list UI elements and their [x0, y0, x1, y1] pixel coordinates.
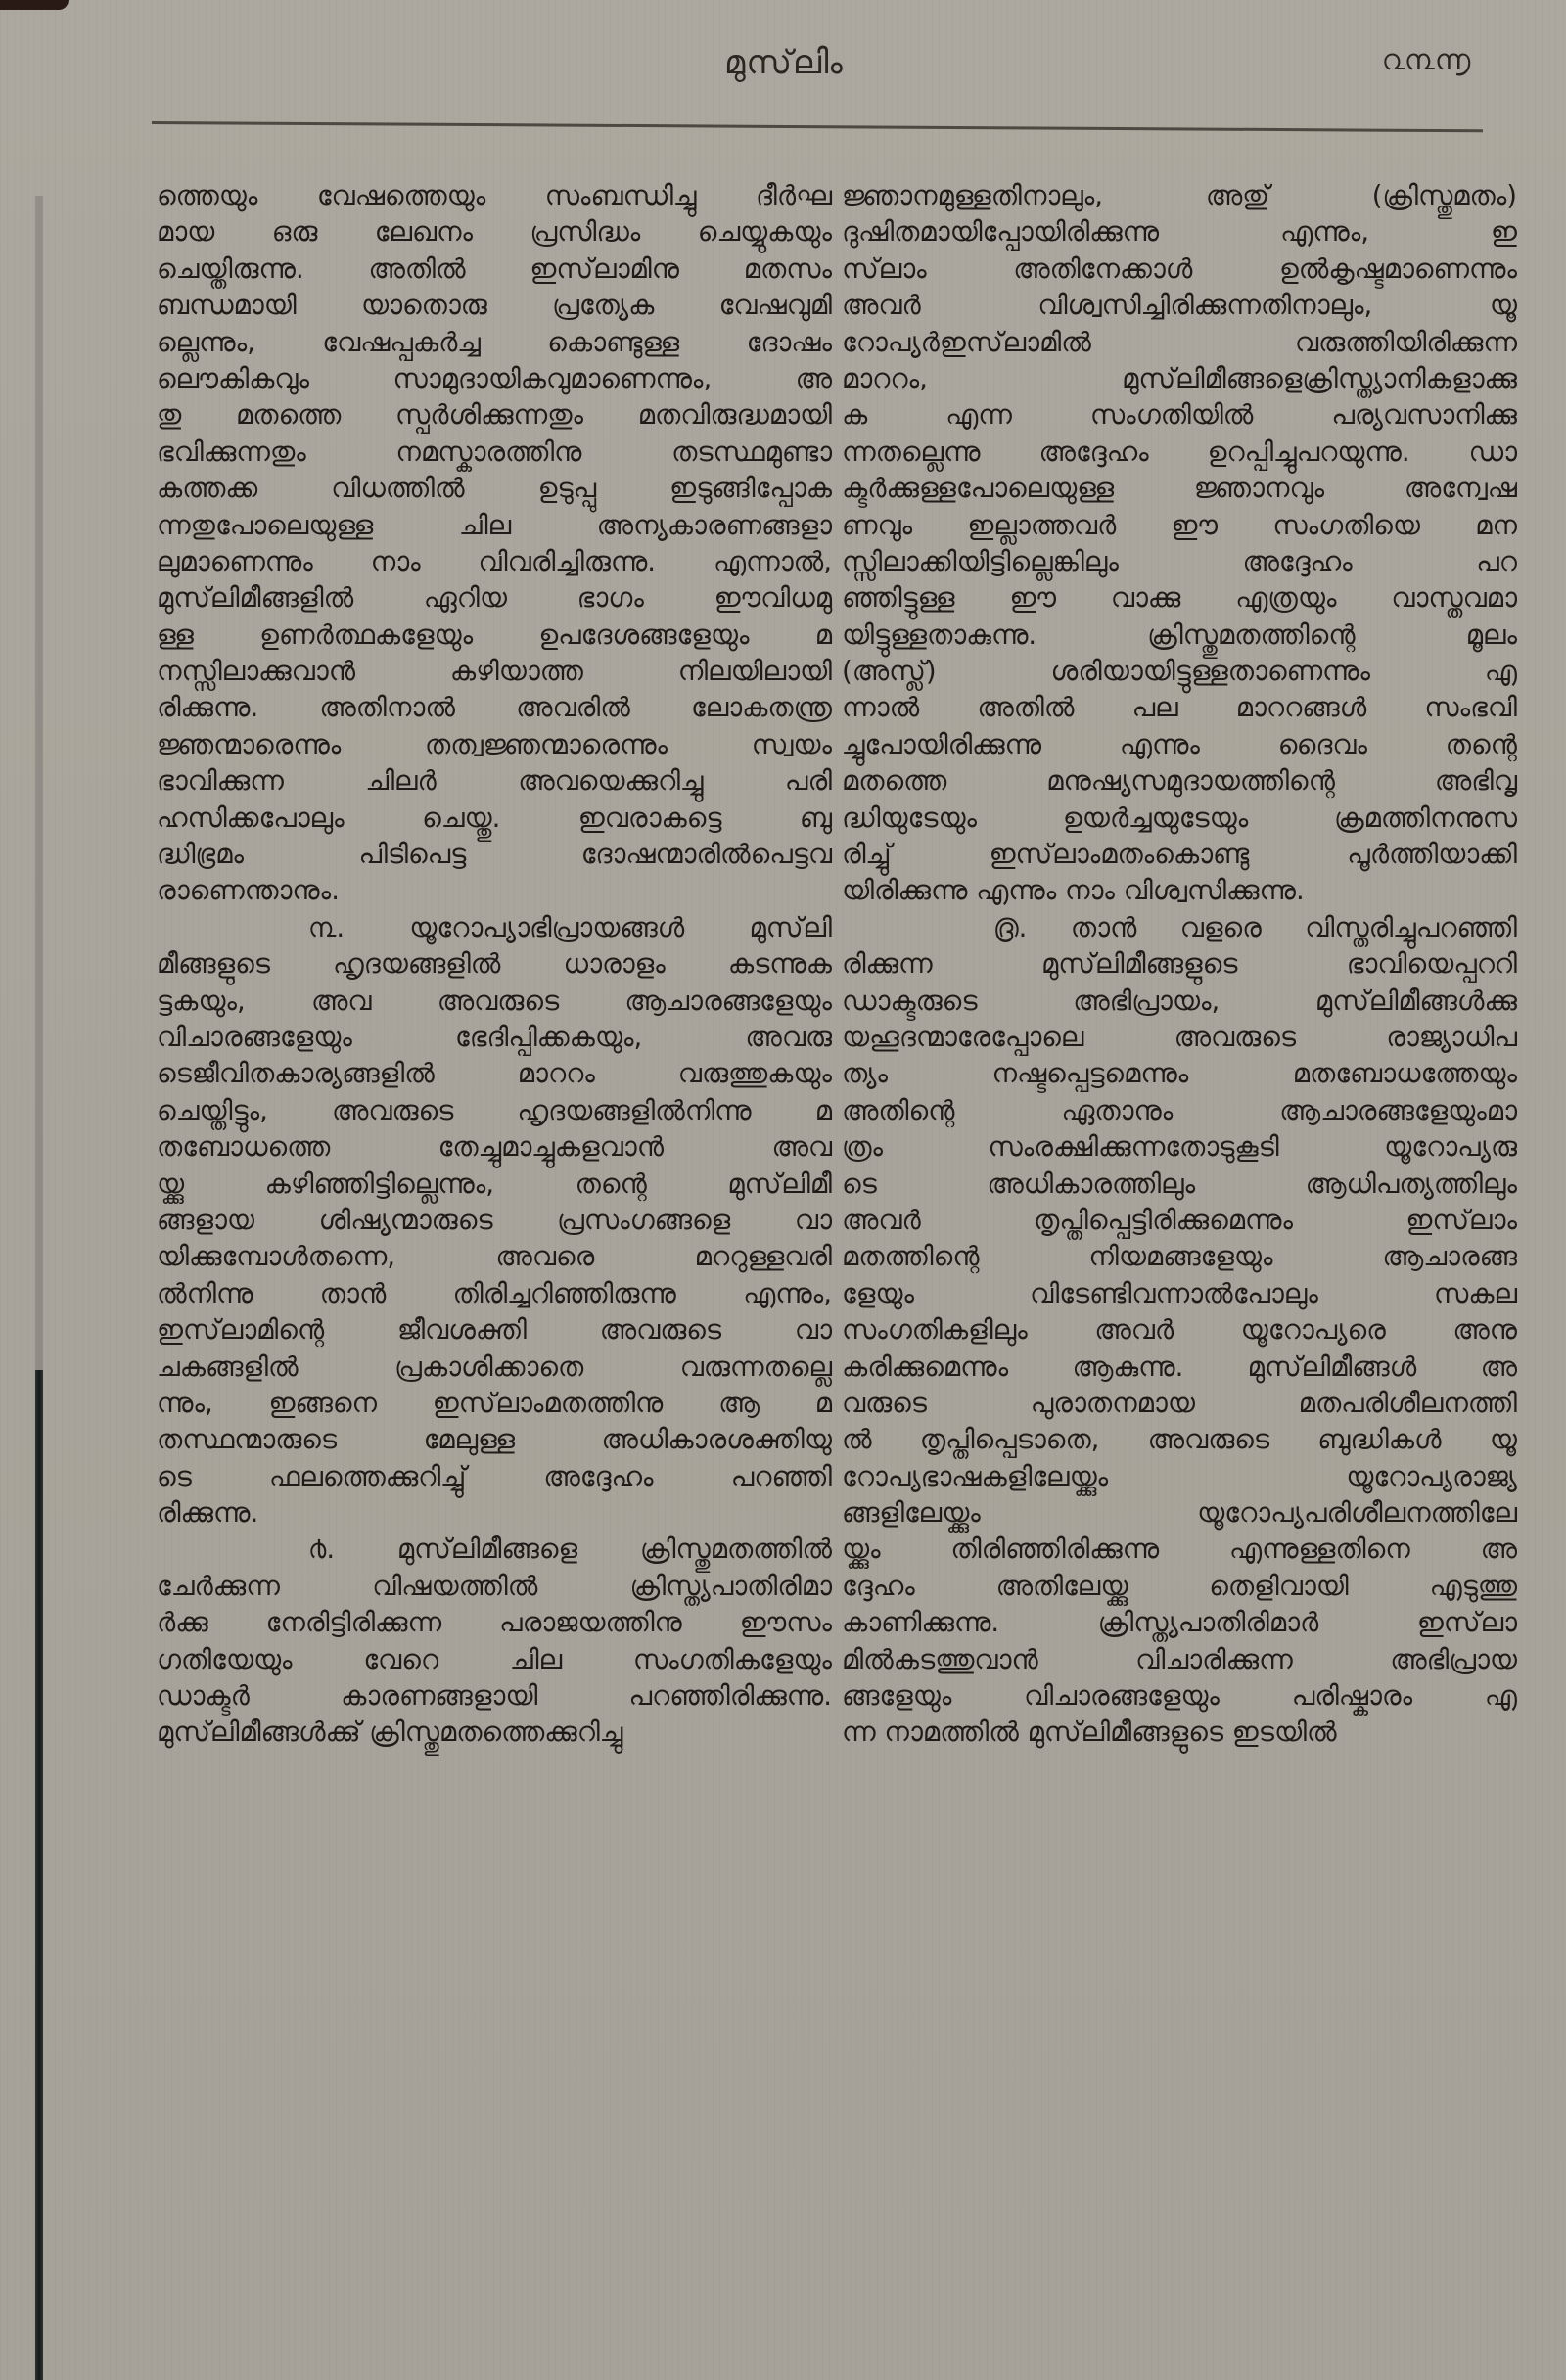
- text-line: യ്ക്കു കഴിഞ്ഞിട്ടില്ലെന്നും, തന്റെ മുസ്‌ലിമീ: [157, 1167, 832, 1200]
- page-number: ൨൩൬: [1382, 43, 1471, 77]
- text-line: തസ്ഥന്മാരുടെ മേലുള്ള അധികാരശക്തിയു: [157, 1424, 832, 1456]
- text-line: ജ്ഞന്മാരെന്നും തത്വജ്ഞന്മാരെന്നും സ്വയം: [157, 728, 832, 760]
- text-line: ടെ അധികാരത്തിലും ആധിപത്യത്തിലും: [842, 1167, 1517, 1200]
- text-line: ങ്ങളിലേയ്ക്കും യൂറോപ്യപരിശീലനത്തിലേ: [842, 1497, 1517, 1530]
- binding-line: [35, 1370, 43, 2380]
- text-line: ട്ടകയും, അവ അവരുടെ ആചാരങ്ങളേയും: [157, 984, 832, 1017]
- corner-shadow: [0, 0, 69, 10]
- text-line: ചേർക്കുന്ന വിഷയത്തിൽ ക്രിസ്ത്യപാതിരിമാ: [157, 1570, 832, 1602]
- text-line: അവർ തൃപ്തിപ്പെട്ടിരിക്കുമെന്നും ഇസ്‌ലാം: [842, 1204, 1517, 1236]
- text-line: ബന്ധമായി യാതൊരു പ്രത്യേക വേഷവുമി: [157, 290, 832, 322]
- text-line: യിക്കുമ്പോൾതന്നെ, അവരെ മററുള്ളവരി: [157, 1241, 832, 1273]
- text-line: തു മതത്തെ സ്പർശിക്കുന്നതും മതവിരുദ്ധമായി: [157, 399, 832, 432]
- text-line: മതത്തിന്റെ നിയമങ്ങളേയും ആചാരങ്ങ: [842, 1241, 1517, 1273]
- text-line: ജ്ഞാനമുള്ളതിനാലും, അതു് (ക്രിസ്തുമതം): [842, 180, 1517, 211]
- text-line: നസ്സിലാക്കുവാൻ കഴിയാത്ത നിലയിലായി: [157, 656, 832, 688]
- text-line: ൽ തൃപ്തിപ്പെടാതെ, അവരുടെ ബുദ്ധികൾ യൂ: [842, 1424, 1517, 1456]
- text-line: ന്നതുപോലെയുള്ള ചില അന്യകാരണങ്ങളാ: [157, 509, 832, 541]
- text-line: രിച്ചു് ഇസ്‌ലാംമതംകൊണ്ടു പൂർത്തിയാക്കി: [842, 839, 1517, 871]
- text-line: (അസ്ല്) ശരിയായിട്ടുള്ളതാണെന്നും എ: [842, 656, 1517, 688]
- text-line: തബോധത്തെ തേച്ചുമാച്ചുകളവാൻ അവ: [157, 1131, 832, 1164]
- text-line: ല്ലെന്നും, വേഷപ്പകർച്ച കൊണ്ടുള്ള ദോഷം: [157, 326, 832, 358]
- text-line: അതിന്റെ ഏതാനും ആചാരങ്ങളേയുംമാ: [842, 1094, 1517, 1126]
- running-head: [0, 43, 1566, 102]
- running-head-title: മുസ്‌ലിം: [724, 43, 844, 82]
- text-line: ർക്കു നേരിട്ടിരിക്കുന്ന പരാജയത്തിനു ഈസം: [157, 1607, 832, 1639]
- text-line: സ്‌ലാം അതിനേക്കാൾ ഉൽകൃഷ്ടമാണെന്നും: [842, 252, 1517, 285]
- text-line: ഗതിയേയും വേറെ ചില സംഗതികളേയും: [157, 1643, 832, 1675]
- text-line: ങ്ങളായ ശിഷ്യന്മാരുടെ പ്രസംഗങ്ങളെ വാ: [157, 1204, 832, 1236]
- text-line: ഞ്ഞിട്ടുള്ള ഈ വാക്കു എത്രയും വാസ്തവമാ: [842, 582, 1517, 615]
- text-line: ൽനിന്നു താൻ തിരിച്ചറിഞ്ഞിരുന്നു എന്നും,: [157, 1277, 832, 1309]
- text-line: മായ ഒരു ലേഖനം പ്രസിദ്ധം ചെയ്യുകയും: [157, 216, 832, 249]
- text-line: ത്യം നഷ്ടപ്പെട്ടമെന്നും മതബോധത്തേയും: [842, 1058, 1517, 1090]
- text-line: രിക്കുന്ന മുസ്‌ലിമീങ്ങളുടെ ഭാവിയെപ്പററി: [842, 948, 1517, 981]
- text-line: സ്സിലാക്കിയിട്ടില്ലെങ്കിലും അദ്ദേഹം പറ: [842, 545, 1517, 577]
- text-line: ഡാക്ടരുടെ അഭിപ്രായം, മുസ്‌ലിമീങ്ങൾക്കു: [842, 984, 1517, 1017]
- text-line: യിട്ടുള്ളതാകുന്നു. ക്രിസ്തുമതത്തിന്റെ മൂലം: [842, 618, 1517, 651]
- text-line: ങ്ങളേയും വിചാരങ്ങളേയും പരിഷ്കാരം എ: [842, 1680, 1517, 1713]
- text-line: ഇസ്‌ലാമിന്റെ ജീവശക്തി അവരുടെ വാ: [157, 1314, 832, 1347]
- text-line: ടെജീവിതകാര്യങ്ങളിൽ മാററം വരുത്തുകയും: [157, 1058, 832, 1090]
- text-line: കരിക്കുമെന്നും ആകുന്നു. മുസ്‌ലിമീങ്ങൾ അ: [842, 1350, 1517, 1383]
- text-line: ന്നും, ഇങ്ങനെ ഇസ്‌ലാംമതത്തിനു ആ മ: [157, 1387, 832, 1419]
- right-text-column: [842, 178, 1517, 1752]
- text-line: രിക്കുന്നു. അതിനാൽ അവരിൽ ലോകതന്ത്ര: [157, 692, 832, 724]
- text-line: ലൌകികവും സാമുദായികവുമാണെന്നും, അ: [157, 362, 832, 394]
- text-line: രാണെന്താനും.: [157, 875, 340, 907]
- text-line: മീങ്ങളുടെ ഹൃദയങ്ങളിൽ ധാരാളം കടന്നുക: [157, 948, 832, 981]
- text-line: വരുടെ പുരാതനമായ മതപരിശീലനത്തി: [842, 1387, 1517, 1419]
- text-line: റോപ്യർഇസ്‌ലാമിൽ വരുത്തിയിരിക്കുന്ന: [842, 326, 1517, 358]
- text-line: കത്തക്ക വിധത്തിൽ ഉടുപ്പു ഇടുങ്ങിപ്പോക: [157, 473, 832, 505]
- text-line: മുസ്‌ലിമീങ്ങളിൽ ഏറിയ ഭാഗം ഈവിധമു: [157, 582, 832, 615]
- text-line: ന്നതല്ലെന്നു അദ്ദേഹം ഉറപ്പിച്ചുപറയുന്നു. ഡാ: [842, 435, 1517, 468]
- text-line: യഹൂദന്മാരേപ്പോലെ അവരുടെ രാജ്യാധിപ: [842, 1021, 1517, 1053]
- text-line: മാററം, മുസ്‌ലിമീങ്ങളെക്രിസ്ത്യാനികളാക്കു: [842, 362, 1517, 394]
- text-line: ച്ചുപോയിരിക്കുന്നു എന്നും ദൈവം തന്റെ: [842, 728, 1517, 760]
- text-line: അവർ വിശ്വസിച്ചിരിക്കുന്നതിനാലും, യൂ: [842, 290, 1517, 322]
- text-line: ചെയ്തിരുന്നു. അതിൽ ഇസ്‌ലാമിനു മതസം: [157, 252, 832, 285]
- text-line: ൫. താൻ വളരെ വിസ്തരിച്ചുപറഞ്ഞി: [993, 911, 1517, 943]
- text-line: ൩. യൂറോപ്യാഭിപ്രായങ്ങൾ മുസ്‌ലി: [308, 911, 832, 943]
- text-line: ദ്ദേഹം അതിലേയ്ക്കു തെളിവായി എടുത്തു: [842, 1570, 1517, 1602]
- text-line: ണവും ഇല്ലാത്തവർ ഈ സംഗതിയെ മന: [842, 509, 1517, 541]
- text-line: ക്ടർക്കുള്ളപോലെയുള്ള ജ്ഞാനവും അന്വേഷ: [842, 473, 1517, 505]
- text-line: റോപ്യഭാഷകളിലേയ്ക്കും യൂറോപ്യരാജ്യ: [842, 1460, 1517, 1492]
- text-line: ളേയും വിടേണ്ടിവന്നാൽപോലും സകല: [842, 1277, 1517, 1309]
- text-line: ദുഷിതമായിപ്പോയിരിക്കുന്നു എന്നും, ഇ: [842, 216, 1517, 249]
- text-line: കാണിക്കുന്നു. ക്രിസ്ത്യപാതിരിമാർ ഇസ്‌ലാ: [842, 1607, 1517, 1639]
- text-line: രിക്കുന്നു.: [157, 1497, 259, 1530]
- text-line: ൪. മുസ്‌ലിമീങ്ങളെ ക്രിസ്തുമതത്തിൽ: [308, 1533, 832, 1566]
- text-line: സംഗതികളിലും അവർ യൂറോപ്യരെ അനു: [842, 1314, 1517, 1347]
- text-line: ന്ന നാമത്തിൽ മുസ്‌ലിമീങ്ങളുടെ ഇടയിൽ: [842, 1716, 1337, 1749]
- text-line: മിൽകടത്തുവാൻ വിചാരിക്കുന്ന അഭിപ്രായ: [842, 1643, 1517, 1675]
- text-line: ത്തെയും വേഷത്തെയും സംബന്ധിച്ചു ദീർഘ: [157, 180, 832, 211]
- text-line: ടെ ഫലത്തെക്കുറിച്ചു് അദ്ദേഹം പറഞ്ഞി: [157, 1460, 832, 1492]
- text-line: മുസ്‌ലിമീങ്ങൾക്കു് ക്രിസ്തുമതത്തെക്കുറിച്ചു: [157, 1716, 623, 1749]
- text-line: യിരിക്കുന്നു എന്നും നാം വിശ്വസിക്കുന്നു.: [842, 875, 1305, 907]
- text-line: ഭാവിക്കുന്ന ചിലർ അവയെക്കുറിച്ചു പരി: [157, 765, 832, 798]
- text-line: ലുമാണെന്നും നാം വിവരിച്ചിരുന്നു. എന്നാൽ,: [157, 545, 832, 577]
- text-line: ത്രം സംരക്ഷിക്കുന്നതോടുകൂടി യൂറോപ്യരു: [842, 1131, 1517, 1164]
- text-line: ക എന്ന സംഗതിയിൽ പര്യവസാനിക്കു: [842, 399, 1517, 432]
- text-line: ദ്ധിയുടേയും ഉയർച്ചയുടേയും ക്രമത്തിനനുസ: [842, 801, 1517, 834]
- header-rule: [152, 121, 1483, 132]
- text-line: ചകങ്ങളിൽ പ്രകാശിക്കാതെ വരുന്നതല്ലെ: [157, 1350, 832, 1383]
- left-text-column: [157, 178, 832, 1752]
- text-line: ദ്ധിഭ്രമം പിടിപെട്ട ദോഷന്മാരിൽപെട്ടവ: [157, 839, 832, 871]
- text-line: ചെയ്തിട്ടും, അവരുടെ ഹൃദയങ്ങളിൽനിന്നു മ: [157, 1094, 832, 1126]
- text-line: ഹസിക്കപോലും ചെയ്തു. ഇവരാകട്ടെ ബു: [157, 801, 832, 834]
- text-line: ഡാക്ടർ കാരണങ്ങളായി പറഞ്ഞിരിക്കുന്നു.: [157, 1680, 832, 1713]
- text-line: യ്ക്കും തിരിഞ്ഞിരിക്കുന്നു എന്നുള്ളതിനെ അ: [842, 1533, 1517, 1566]
- text-line: മതത്തെ മനുഷ്യസമുദായത്തിന്റെ അഭിവൃ: [842, 765, 1517, 798]
- text-line: ന്നാൽ അതിൽ പല മാററങ്ങൾ സംഭവി: [842, 692, 1517, 724]
- text-line: ള്ള ഉണർത്ഥകളേയും ഉപദേശങ്ങളേയും മ: [157, 618, 832, 651]
- binding-shadow-upper: [35, 196, 43, 1370]
- text-line: വിചാരങ്ങളേയും ഭേദിപ്പിക്കകയും, അവരു: [157, 1021, 832, 1053]
- text-line: ഭവിക്കുന്നതും നമസ്കാരത്തിനു തടസ്ഥമുണ്ടാ: [157, 435, 832, 468]
